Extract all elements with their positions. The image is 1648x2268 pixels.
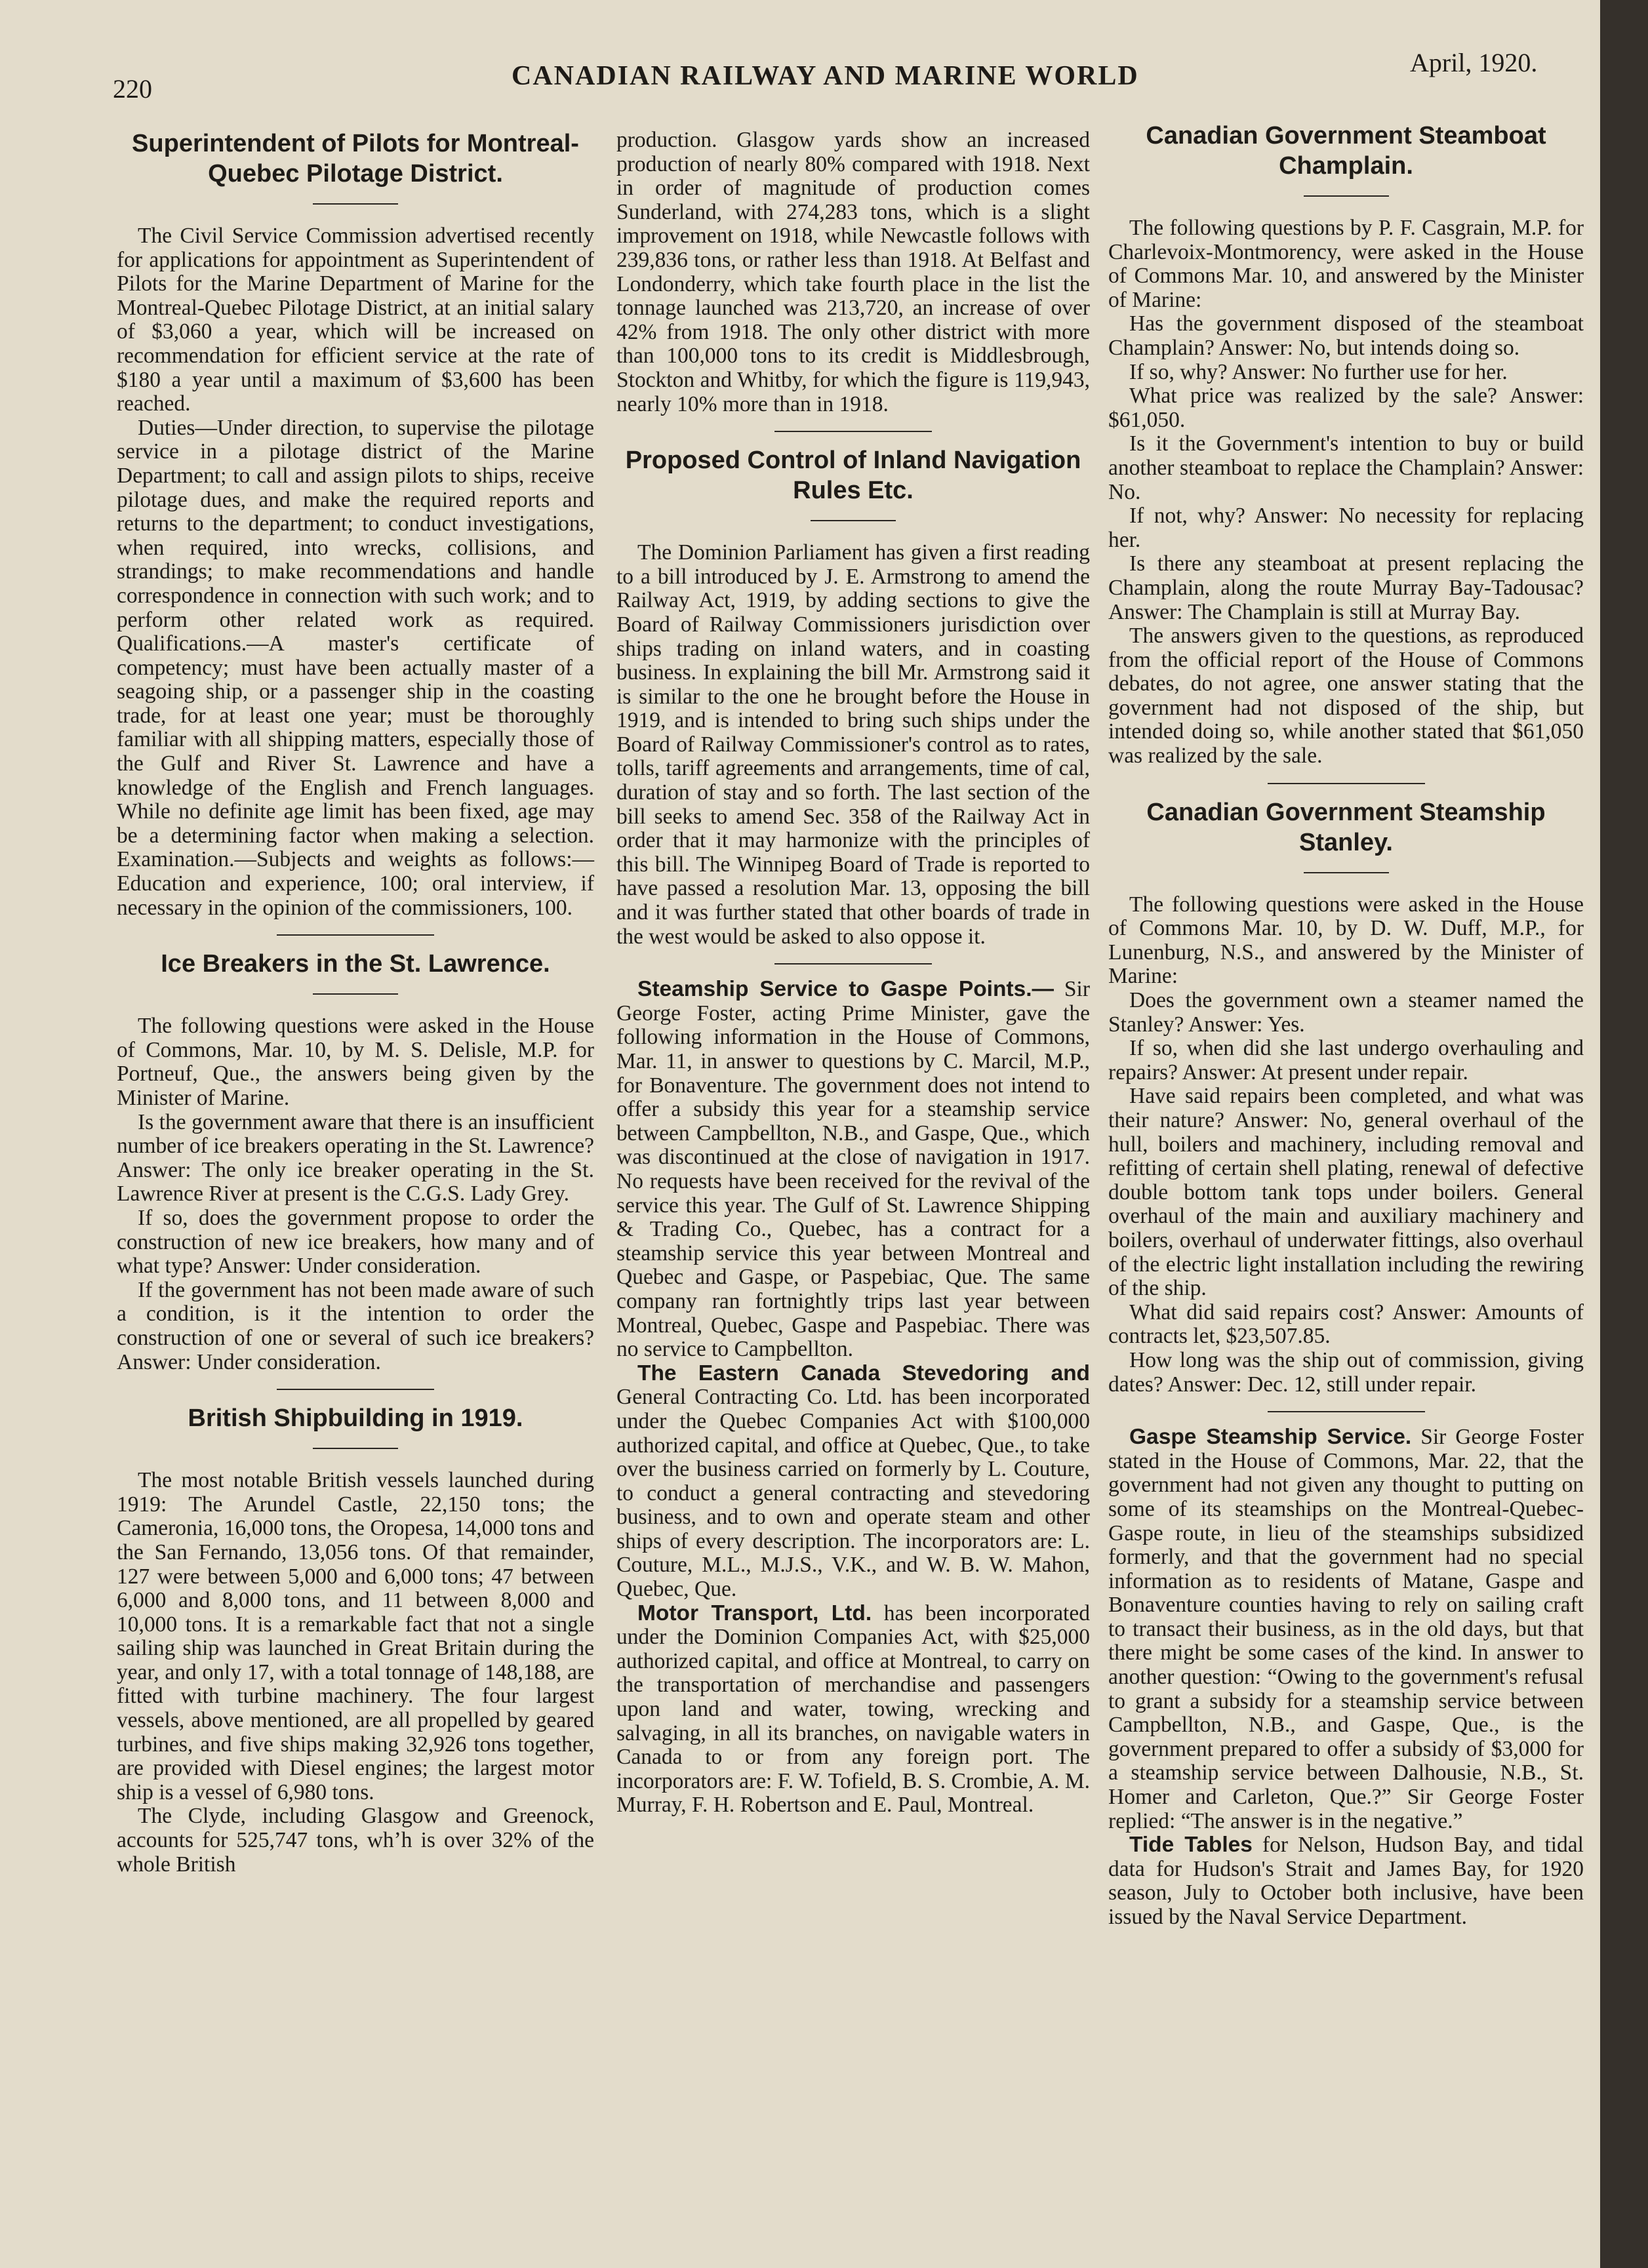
- news-item-text: General Contracting Co. Ltd. has been incorporated under the Quebec Companies Act with $100,000 authorized capital, and office at Quebec, Que., to take over the business carried on formerly by L. Couture, to conduct a general contracting and stevedoring business, and to own and operate steam and other ships of every description. The incorporators are: L. Couture, M.L., M.J.S., V.K., and W. B. W. Mahon, Quebec, Que.: [616, 1385, 1090, 1602]
- paragraph: The Civil Service Commission advertised recently for applications for appointment as Superintendent of Pilots for the Marine Department of Marine for the Montreal-Quebec Pilotage District, at an initial salary of $3,060 a year, which will be increased on recommendation for efficient service at the rate of $180 a year until a maximum of $3,600 has been reached.: [117, 224, 594, 416]
- paragraph: What did said repairs cost? Answer: Amounts of contracts let, $23,507.85.: [1108, 1300, 1584, 1349]
- title-divider: [811, 520, 896, 521]
- book-gutter: [1600, 0, 1648, 2268]
- article-title-superintendent-of-pilots: Superintendent of Pilots for Montreal-Quebec Pilotage District.: [132, 130, 579, 188]
- title-divider: [1304, 872, 1389, 873]
- article-divider: [1268, 783, 1425, 784]
- paragraph-continued: production. Glasgow yards show an increased production of nearly 80% compared with 1918. Next in order of magnitude of production comes Sunderland, with 274,283 tons, which is a slight improvement on 1918, while Newcastle follows with 239,836 tons, or rather less than 1918. At Belfast and Londonderry, which take fourth place in the list the tonnage launched was 213,720, an increase of over 42% from 1918. The only other district with more than 100,000 tons to its credit is Middlesbrough, Stockton and Whitby, for which the figure is 119,943, nearly 10% more than in 1918.: [616, 128, 1090, 416]
- article-divider: [774, 431, 932, 432]
- news-item-text: has been incorporated under the Dominion Companies Act, with $25,000 authorized capital, and office at Montreal, to carry on the transportation of merchandise and passengers upon land and water, towing, wrecking and salvaging, in all its branches, on navigable waters in Canada to or from any foreign port. The incorporators are: F. W. Tofield, B. S. Crombie, A. M. Murray, F. H. Robertson and E. Paul, Montreal.: [616, 1601, 1090, 1818]
- paragraph: The following questions by P. F. Casgrain, M.P. for Charlevoix-Montmorency, were asked in the House of Commons Mar. 10, and answered by the Minister of Marine:: [1108, 216, 1584, 312]
- paragraph: Has the government disposed of the steamboat Champlain? Answer: No, but intends doing so.: [1108, 311, 1584, 360]
- article-divider: [1268, 1411, 1425, 1412]
- paragraph: The following questions were asked in the House of Commons Mar. 10, by D. W. Duff, M.P., for Lunenburg, N.S., and answered by the Minister of Marine:: [1108, 892, 1584, 989]
- page-number: 220: [113, 74, 152, 104]
- paragraph: Have said repairs been completed, and what was their nature? Answer: No, general overhaul of the hull, boilers and machinery, including removal and refitting of certain shell plating, renewal of defective double bottom tank tops under boilers. General overhaul of the main and auxiliary machinery and boilers, overhaul of underwater fittings, also overhaul of the electric light installation including the rewiring of the ship.: [1108, 1084, 1584, 1301]
- paragraph: The most notable British vessels launched during 1919: The Arundel Castle, 22,150 tons; the Cameronia, 16,000 tons, the Oropesa, 14,000 tons and the San Fernando, 13,056 tons. Of that remainder, 127 were between 5,000 and 6,000 tons; 47 between 6,000 and 8,000 tons, and 11 between 8,000 and 10,000 tons. It is a remarkable fact that not a single sailing ship was launched in Great Britain during the year, and only 17, with a total tonnage of 148,188, are fitted with turbine machinery. The four largest vessels, above mentioned, are all propelled by geared turbines, and five ships making 32,926 tons together, are provided with Diesel engines; the largest motor ship is a vessel of 6,980 tons.: [117, 1468, 594, 1804]
- paragraph: Is it the Government's intention to buy or build another steamboat to replace the Champlain? Answer: No.: [1108, 431, 1584, 504]
- news-item-gaspe-steamship-service: [1108, 1425, 1584, 1833]
- column-1: [117, 125, 594, 1877]
- paragraph: Duties—Under direction, to supervise the pilotage service in a pilotage district of the Marine Department; to call and assign pilots to ships, receive pilotage dues, and make the required reports and returns to the department; to conduct investigations, when required, into wrecks, collisions, and strandings; to make recommendations and handle correspondence in connection with such work; and to perform other related work as required. Qualifications.—A master's certificate of competency; must have been actually master of a seagoing ship, or a passenger ship in the coasting trade, for at least one year; must be thoroughly familiar with all shipping matters, especially those of the Gulf and River St. Lawrence and have a knowledge of the English and French languages. While no definite age limit has been fixed, age may be a determining factor when making a selection. Examination.—Subjects and weights as follows:—Education and experience, 100; oral interview, if necessary in the opinion of the commissioners, 100.: [117, 415, 594, 920]
- news-item-lead: Gaspe Steamship Service.: [1129, 1425, 1412, 1450]
- article-title-steamship-stanley: Canadian Government Steamship Stanley.: [1146, 798, 1546, 856]
- paragraph: If the government has not been made aware of such a condition, is it the intention to order the construction of one or several of such ice breakers? Answer: Under consideration.: [117, 1277, 594, 1374]
- paragraph: If not, why? Answer: No necessity for replacing her.: [1108, 504, 1584, 552]
- paragraph: Is there any steamboat at present replacing the Champlain, along the route Murray Bay-Tadousac? Answer: The Champlain is still at Murray Bay.: [1108, 551, 1584, 624]
- title-divider: [313, 993, 398, 995]
- article-title-ice-breakers: Ice Breakers in the St. Lawrence.: [161, 950, 550, 978]
- paragraph: How long was the ship out of commission, giving dates? Answer: Dec. 12, still under repair.: [1108, 1347, 1584, 1397]
- paragraph: If so, does the government propose to order the construction of new ice breakers, how many and of what type? Answer: Under consideration.: [117, 1205, 594, 1279]
- paragraph: Does the government own a steamer named the Stanley? Answer: Yes.: [1108, 988, 1584, 1037]
- publication-title: CANADIAN RAILWAY AND MARINE WORLD: [512, 61, 1139, 91]
- news-item-text: Sir George Foster stated in the House of Commons, Mar. 22, that the government had not given any thought to putting on some of its steamships on the Montreal-Quebec-Gaspe route, in lieu of the steamships subsidized formerly, and that the government had no special information as to residents of Matane, Gaspe and Bonaventure counties having to rely on sailing craft to transact their business, as in the old days, but that there might be some cases of the kind. In answer to another question: “Owing to the government's refusal to grant a subsidy for a steamship service between Campbellton, N.B., and Gaspe, Que., is the government prepared to offer a subsidy of $3,000 for a steamship service between Dalhousie, N.B., St. Homer and Carleton, Que.?” Sir George Foster replied: “The answer is in the negative.”: [1108, 1425, 1584, 1833]
- paragraph: The following questions were asked in the House of Commons, Mar. 10, by M. S. Delisle, M.P. for Portneuf, Que., the answers being given by the Minister of Marine.: [117, 1014, 594, 1110]
- article-divider: [277, 934, 434, 936]
- paragraph: What price was realized by the sale? Answer: $61,050.: [1108, 384, 1584, 432]
- paragraph: If so, when did she last undergo overhauling and repairs? Answer: At present under repair.: [1108, 1036, 1584, 1084]
- paragraph: The Clyde, including Glasgow and Greenock, accounts for 525,747 tons, wh⁠ʼ⁠h is over 32% of the whole British: [117, 1804, 594, 1877]
- news-item-lead: Tide Tables: [1129, 1833, 1253, 1858]
- title-divider: [313, 1448, 398, 1449]
- article-title-steamboat-champlain: Canadian Government Steamboat Champlain.: [1146, 122, 1546, 180]
- article-title-british-shipbuilding: British Shipbuilding in 1919.: [188, 1404, 523, 1433]
- article-divider: [774, 963, 932, 965]
- news-item-text: Sir George Foster, acting Prime Minister, gave the following information in the House of Commons, Mar. 11, in answer to questions by C. Marcil, M.P., for Bonaventure. The government does not intend to offer a subsidy this year for a steamship service between Campbellton, N.B., and Gaspe, Que., which was discontinued at the close of navigation in 1917. No requests have been received for the revival of the service this year. The Gulf of St. Lawrence Shipping & Trading Co., Quebec, has a contract for a steamship service this year between Montreal and Quebec and Gaspe, or Paspebiac, Que. The same company ran fortnightly trips last year between Montreal, Quebec, Gaspe and Paspebiac. There was no service to Campbellton.: [616, 977, 1091, 1362]
- article-title-inland-navigation: Proposed Control of Inland Navigation Rules Etc.: [625, 447, 1081, 505]
- issue-date: April, 1920.: [1410, 48, 1538, 77]
- news-item-lead: Steamship Service to Gaspe Points.—: [637, 977, 1055, 1002]
- column-3: [1108, 117, 1584, 1930]
- news-item-tide-tables: [1108, 1833, 1584, 1929]
- column-2: [616, 129, 1090, 1818]
- news-item-text: for Nelson, Hudson Bay, and tidal data for Hudson's Strait and James Bay, for 1920 season, July to October both inclusive, have been issued by the Naval Service Department.: [1108, 1833, 1584, 1929]
- news-item-lead: The Eastern Canada Stevedoring and: [637, 1361, 1090, 1385]
- article-divider: [277, 1389, 434, 1390]
- news-item-lead: Motor Transport, Ltd.: [637, 1601, 872, 1625]
- news-item-eastern-canada-stevedoring: [616, 1362, 1090, 1602]
- paragraph: Is the government aware that there is an insufficient number of ice breakers operating in the St. Lawrence? Answer: The only ice breaker operating in the St. Lawrence River at present is the C.G.S. Lady Grey.: [117, 1109, 594, 1206]
- title-divider: [313, 203, 398, 205]
- paragraph: The answers given to the questions, as reproduced from the official report of the House of Commons debates, do not agree, one answer stating that the government had not disposed of the ship, but intended doing so, while another stated that $61,050 was realized by the sale.: [1108, 624, 1584, 768]
- paragraph: The Dominion Parliament has given a first reading to a bill introduced by J. E. Armstrong to amend the Railway Act, 1919, by adding sections to give the Board of Railway Commissioners jurisdiction over ships trading on inland waters, and in coasting business. In explaining the bill Mr. Armstrong said it is similar to the one he brought before the House in 1919, and is intended to bring such ships under the Board of Railway Commissioner's control as to rates, tolls, tariff agreements and arrangements, time of cal, duration of stay and so forth. The last section of the bill seeks to amend Sec. 358 of the Railway Act in order that it may harmonize with the principles of this bill. The Winnipeg Board of Trade is reported to have passed a resolution Mar. 13, opposing the bill and it was further stated that other boards of trade in the west would be asked to also oppose it.: [616, 540, 1090, 949]
- news-item-motor-transport: [616, 1602, 1090, 1818]
- paragraph: If so, why? Answer: No further use for her.: [1129, 359, 1508, 384]
- title-divider: [1304, 195, 1389, 197]
- news-item-gaspe-points: [616, 978, 1090, 1362]
